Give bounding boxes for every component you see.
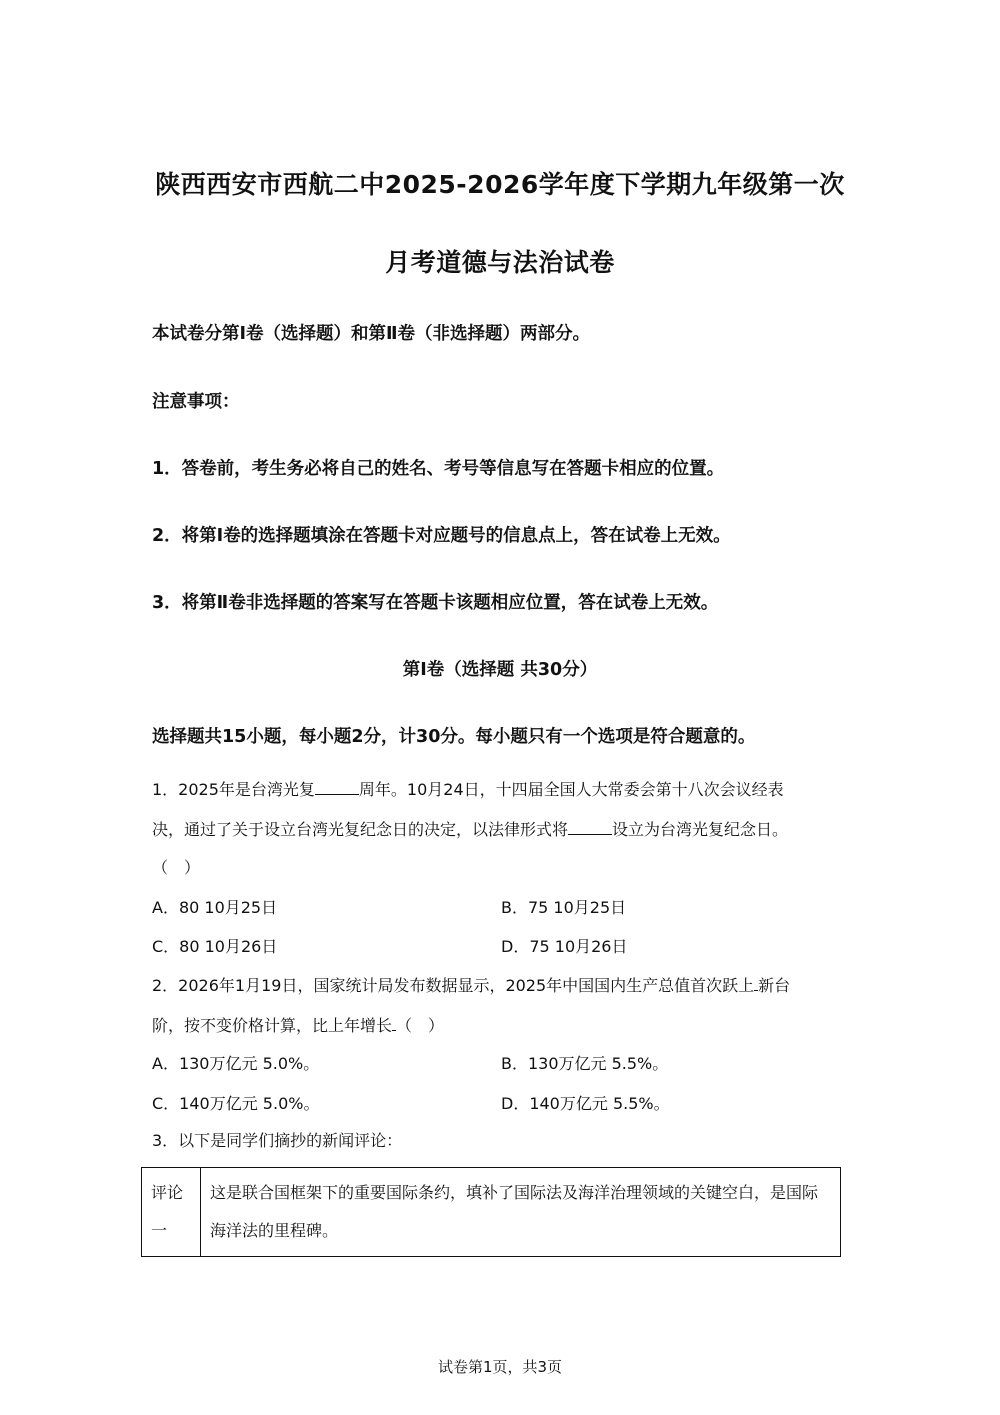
question-2-option-c: C．140万亿元 5.0%。 [152, 1094, 320, 1113]
question-1-option-d: D．75 10月26日 [501, 937, 628, 956]
question-1-line-2 [152, 818, 852, 842]
notice-item-3: 3．将第Ⅱ卷非选择题的答案写在答题卡该题相应位置，答在试卷上无效。 [152, 593, 719, 613]
answer-blank [315, 778, 359, 795]
question-1-option-a: A．80 10月25日 [152, 898, 278, 917]
question-1-option-c: C．80 10月26日 [152, 937, 278, 956]
question-2-text: 阶，按不变价格计算，比上年增长 [152, 1016, 393, 1035]
question-1-line-1 [152, 778, 852, 802]
notice-item-1: 1．答卷前，考生务必将自己的姓名、考号等信息写在答题卡相应的位置。 [152, 459, 725, 479]
question-2-option-a: A．130万亿元 5.0%。 [152, 1054, 320, 1073]
question-1-text: 1．2025年是台湾光复 [152, 780, 315, 799]
answer-parentheses: （ ） [396, 1016, 445, 1035]
answer-parentheses: （ ） [152, 858, 201, 877]
comment-label: 评论一 [142, 1168, 201, 1257]
answer-blank [568, 818, 612, 835]
question-2-option-b: B．130万亿元 5.5%。 [501, 1054, 669, 1073]
question-1-text: 设立为台湾光复纪念日。 [612, 820, 789, 839]
question-1-text: 决，通过了关于设立台湾光复纪念日的决定，以法律形式将 [152, 820, 569, 839]
page-footer: 试卷第1页，共3页 [437, 1358, 563, 1376]
comment-text: 这是联合国框架下的重要国际条约，填补了国际法及海洋治理领域的关键空白，是国际海洋法的里程碑。 [201, 1168, 841, 1257]
question-2-text: 2．2026年1月19日，国家统计局发布数据显示，2025年中国国内生产总值首次跃上 [152, 976, 755, 995]
notice-heading: 注意事项： [152, 392, 240, 412]
question-2-line-2 [152, 1014, 852, 1038]
question-2-option-d: D．140万亿元 5.5%。 [501, 1094, 670, 1113]
question-1-option-b: B．75 10月25日 [501, 898, 627, 917]
question-2-line-1 [152, 974, 852, 998]
exam-title-line2: 月考道德与法治试卷 [385, 248, 615, 277]
table-row [142, 1168, 841, 1257]
question-1-text: 周年。10月24日，十四届全国人大常委会第十八次会议经表 [358, 780, 784, 799]
question-2-text: 新台 [758, 976, 791, 995]
comment-table [141, 1167, 841, 1257]
exam-title-line1: 陕西西安市西航二中2025-2026学年度下学期九年级第一次 [155, 170, 845, 199]
question-3-stem: 3．以下是同学们摘抄的新闻评论： [152, 1131, 403, 1150]
section-instruction: 选择题共15小题，每小题2分，计30分。每小题只有一个选项是符合题意的。 [152, 727, 756, 747]
section-heading: 第Ⅰ卷（选择题 共30分） [402, 660, 598, 680]
notice-item-2: 2．将第Ⅰ卷的选择题填涂在答题卡对应题号的信息点上，答在试卷上无效。 [152, 526, 731, 546]
intro-text: 本试卷分第Ⅰ卷（选择题）和第Ⅱ卷（非选择题）两部分。 [152, 324, 591, 344]
